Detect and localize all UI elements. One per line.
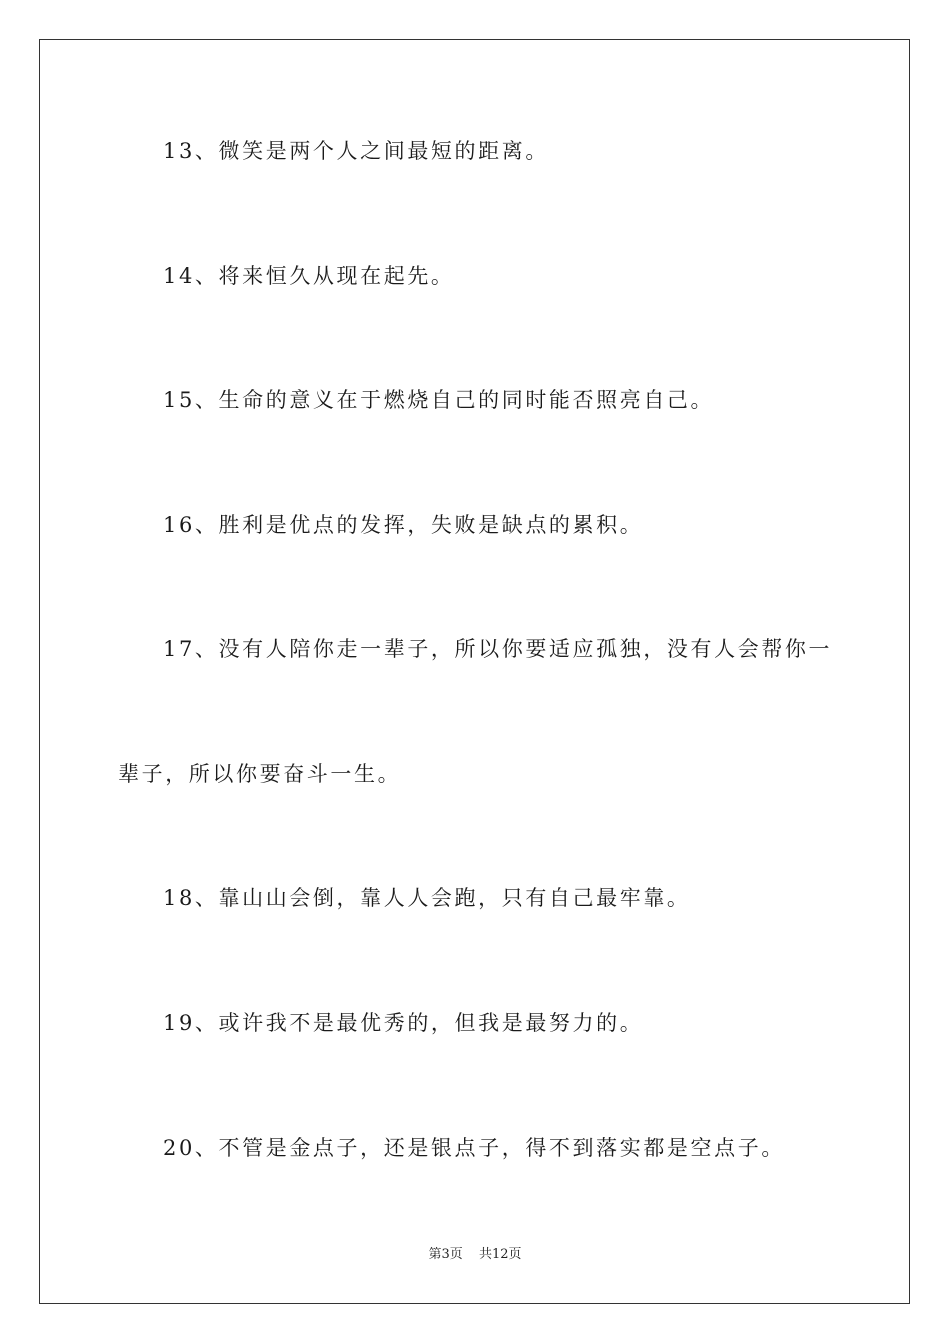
quote-17-continuation: 辈子，所以你要奋斗一生。 [118, 762, 402, 786]
quote-18: 18、靠山山会倒，靠人人会跑，只有自己最牢靠。 [163, 886, 691, 910]
page-footer [0, 1246, 950, 1264]
quote-20: 20、不管是金点子，还是银点子，得不到落实都是空点子。 [163, 1136, 785, 1160]
quote-13: 13、微笑是两个人之间最短的距离。 [163, 139, 549, 163]
quote-15: 15、生命的意义在于燃烧自己的同时能否照亮自己。 [163, 388, 715, 412]
quote-14: 14、将来恒久从现在起先。 [163, 264, 455, 288]
page-total: 共12页 [478, 1247, 522, 1262]
page-number: 第3页 [428, 1247, 463, 1262]
page-frame [39, 39, 910, 1304]
quote-16: 16、胜利是优点的发挥，失败是缺点的累积。 [163, 513, 644, 537]
quote-17: 17、没有人陪你走一辈子，所以你要适应孤独，没有人会帮你一 [163, 637, 833, 661]
quote-19: 19、或许我不是最优秀的，但我是最努力的。 [163, 1011, 644, 1035]
